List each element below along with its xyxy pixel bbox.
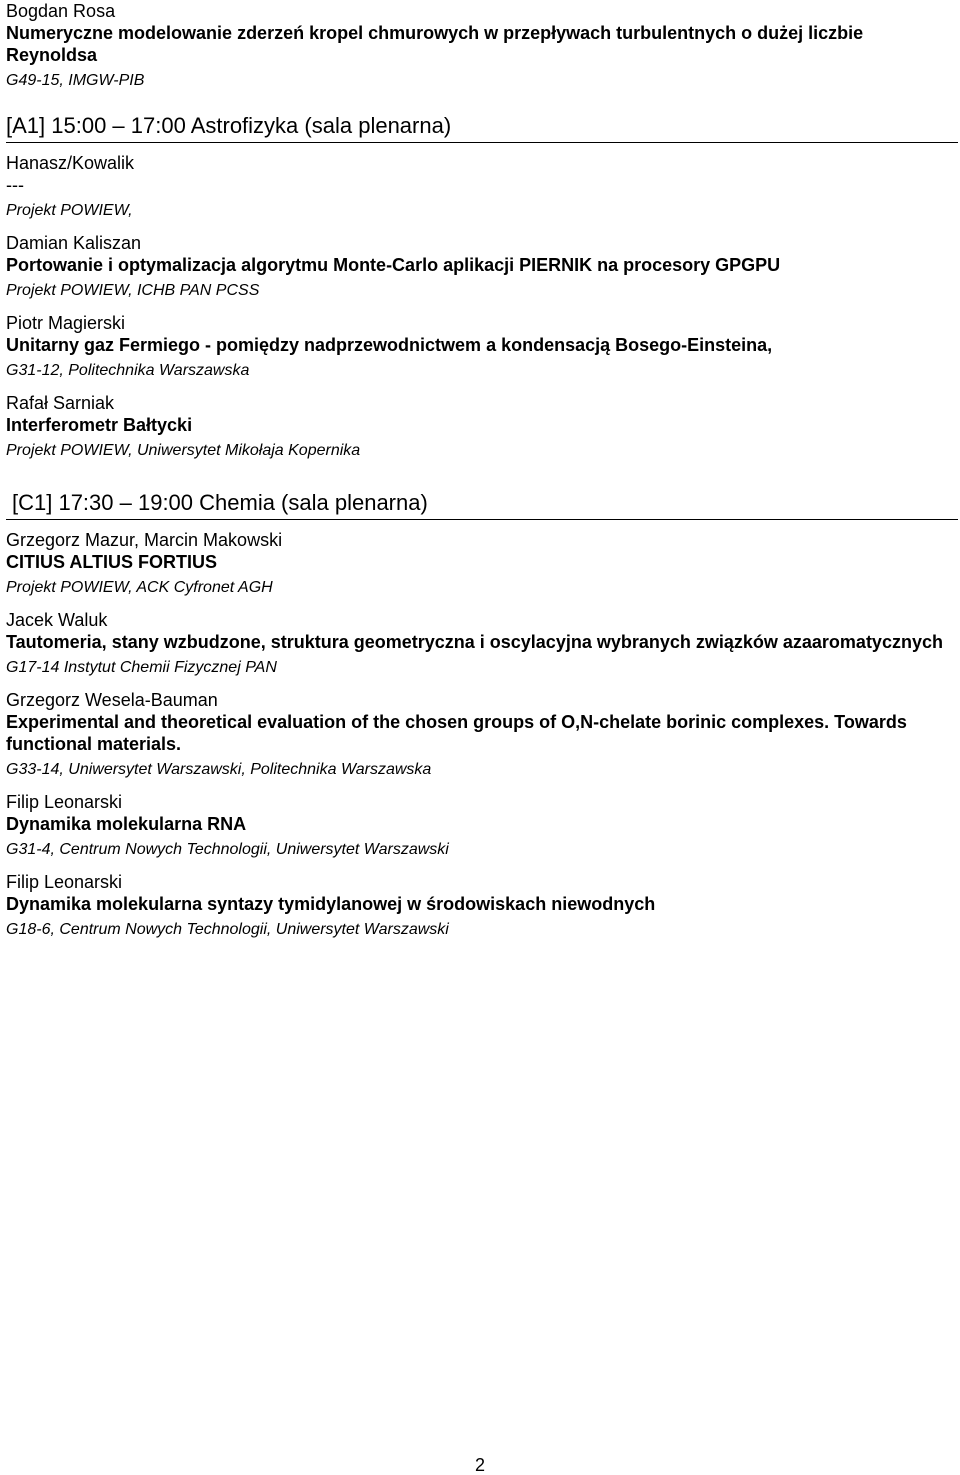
- talk-entry: [6, 791, 958, 860]
- talk-title: Portowanie i optymalizacja algorytmu Monte-Carlo aplikacji PIERNIK na procesory GPGPU: [6, 255, 781, 275]
- speaker-name: Grzegorz Wesela-Bauman: [6, 690, 218, 710]
- speaker-name: Jacek Waluk: [6, 610, 108, 630]
- talk-affiliation: G49-15, IMGW-PIB: [6, 72, 145, 89]
- talk-title: Dynamika molekularna syntazy tymidylanowej w środowiskach niewodnych: [6, 894, 656, 914]
- talk-entry: [6, 609, 958, 678]
- speaker-name: Piotr Magierski: [6, 313, 126, 333]
- speaker-name: Damian Kaliszan: [6, 233, 142, 253]
- talk-affiliation: G31-4, Centrum Nowych Technologii, Uniwersytet Warszawski: [6, 841, 449, 858]
- speaker-name: Rafał Sarniak: [6, 393, 115, 413]
- page-number: 2: [474, 1455, 485, 1475]
- speaker-name: Filip Leonarski: [6, 872, 123, 892]
- talk-entry: [6, 232, 958, 301]
- talk-affiliation: G17-14 Instytut Chemii Fizycznej PAN: [6, 659, 277, 676]
- talk-title: CITIUS ALTIUS FORTIUS: [6, 552, 217, 572]
- session-heading-a1: [A1] 15:00 – 17:00 Astrofizyka (sala plenarna): [6, 113, 958, 143]
- talk-title: Experimental and theoretical evaluation of the chosen groups of O,N-chelate borinic complexes. Towards functional materials.: [6, 712, 907, 754]
- speaker-name: Filip Leonarski: [6, 792, 123, 812]
- talk-title: ---: [6, 175, 24, 195]
- talk-entry: [6, 689, 958, 780]
- talk-affiliation: G33-14, Uniwersytet Warszawski, Politechnika Warszawska: [6, 761, 432, 778]
- session-heading-c1: [C1] 17:30 – 19:00 Chemia (sala plenarna): [6, 490, 958, 520]
- talk-affiliation: G18-6, Centrum Nowych Technologii, Uniwersytet Warszawski: [6, 921, 449, 938]
- talk-entry: [6, 152, 958, 221]
- talk-affiliation: Projekt POWIEW, Uniwersytet Mikołaja Kopernika: [6, 442, 361, 459]
- talk-entry: [6, 871, 958, 940]
- talk-affiliation: Projekt POWIEW, ACK Cyfronet AGH: [6, 579, 273, 596]
- speaker-name: Bogdan Rosa: [6, 1, 116, 21]
- talk-title: Numeryczne modelowanie zderzeń kropel chmurowych w przepływach turbulentnych o dużej liczbie Reynoldsa: [6, 23, 864, 65]
- speaker-name: Grzegorz Mazur, Marcin Makowski: [6, 530, 283, 550]
- speaker-name: Hanasz/Kowalik: [6, 153, 135, 173]
- talk-entry: [6, 312, 958, 381]
- talk-title: Dynamika molekularna RNA: [6, 814, 247, 834]
- talk-entry: [6, 529, 958, 598]
- talk-affiliation: G31-12, Politechnika Warszawska: [6, 362, 250, 379]
- talk-affiliation: Projekt POWIEW,: [6, 202, 133, 219]
- talk-affiliation: Projekt POWIEW, ICHB PAN PCSS: [6, 282, 260, 299]
- talk-title: Interferometr Bałtycki: [6, 415, 193, 435]
- talk-title: Tautomeria, stany wzbudzone, struktura geometryczna i oscylacyjna wybranych związków azaaromatycznych: [6, 632, 943, 652]
- talk-title: Unitarny gaz Fermiego - pomiędzy nadprzewodnictwem a kondensacją Bosego-Einsteina,: [6, 335, 773, 355]
- talk-entry: [6, 392, 958, 461]
- document-page: [6, 0, 958, 951]
- talk-entry: [6, 0, 958, 91]
